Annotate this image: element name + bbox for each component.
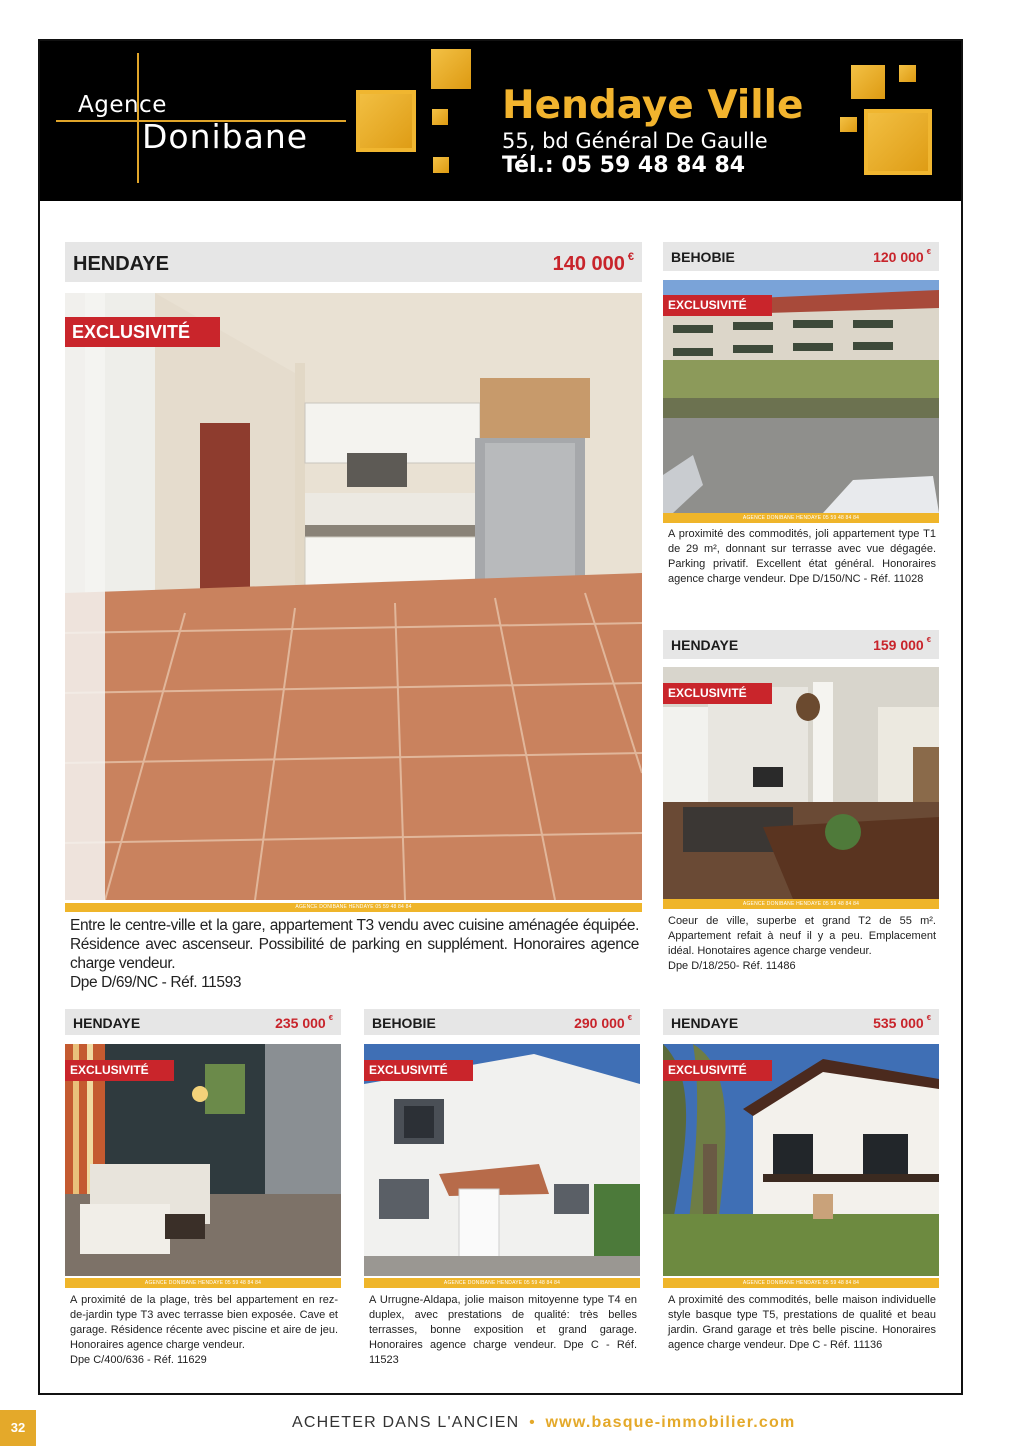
photo-credit: AGENCE DONIBANE HENDAYE 05 59 48 84 84 xyxy=(65,903,642,912)
photo-credit: AGENCE DONIBANE HENDAYE 05 59 48 84 84 xyxy=(364,1278,640,1288)
agency-city: Hendaye Ville xyxy=(502,83,804,128)
listing-card[interactable] xyxy=(663,242,939,597)
listing-city: HENDAYE xyxy=(73,1015,141,1031)
logo-agence-text: Agence xyxy=(78,92,167,118)
listing-city: BEHOBIE xyxy=(372,1015,436,1031)
logo-donibane-text: Donibane xyxy=(142,117,309,156)
decor-square xyxy=(851,65,885,99)
description-ref: Dpe D/18/250- Réf. 11486 xyxy=(668,960,796,972)
footer-website-link[interactable]: www.basque-immobilier.com xyxy=(545,1414,796,1431)
description-text: Coeur de ville, superbe et grand T2 de 55 m². Appartement refait à neuf il y a peu. Emplacement idéal. Honotaires agence charge vendeur. xyxy=(668,915,936,957)
listing-description xyxy=(70,916,639,992)
listing-card[interactable] xyxy=(65,1009,341,1374)
agency-address: 55, bd Général De Gaulle xyxy=(502,129,768,153)
photo-credit: AGENCE DONIBANE HENDAYE 05 59 48 84 84 xyxy=(663,1278,939,1288)
listing-card[interactable] xyxy=(65,242,642,998)
listing-header xyxy=(65,1009,341,1035)
listing-description: A Urrugne-Aldapa, jolie maison mitoyenne type T4 en duplex, avec prestations de qualité: très belles terrasses, bonne exposition et grand garage. Honoraires agence charge vendeur. Dpe C - Réf. 11523 xyxy=(369,1294,637,1366)
listing-description: A proximité des commodités, belle maison individuelle style basque type T5, prestations de qualité et beau jardin. Grand garage et très belle piscine. Honoraires agence charge vendeur. Dpe C - Réf. 11136 xyxy=(668,1294,936,1351)
footer-separator: • xyxy=(529,1414,536,1431)
decor-square xyxy=(840,117,857,132)
exclusivity-badge: EXCLUSIVITÉ xyxy=(65,1060,174,1081)
decor-square xyxy=(899,65,916,82)
listing-header xyxy=(663,1009,939,1035)
listing-price: 140 000 € xyxy=(552,251,634,275)
listing-city: HENDAYE xyxy=(671,1015,739,1031)
listing-header xyxy=(663,630,939,659)
listing-city: HENDAYE xyxy=(73,253,169,275)
footer-section: ACHETER DANS L'ANCIEN xyxy=(292,1414,520,1431)
exclusivity-badge: EXCLUSIVITÉ xyxy=(364,1060,473,1081)
photo-credit: AGENCE DONIBANE HENDAYE 05 59 48 84 84 xyxy=(663,513,939,523)
listing-header xyxy=(65,242,642,282)
listing-header xyxy=(663,242,939,271)
listing-city: HENDAYE xyxy=(671,637,739,653)
listing-price: 535 000 € xyxy=(873,1013,931,1031)
decor-square xyxy=(431,49,471,89)
listing-description xyxy=(70,1293,338,1368)
logo-line-vertical xyxy=(137,53,139,183)
listing-header xyxy=(364,1009,640,1035)
photo-credit: AGENCE DONIBANE HENDAYE 05 59 48 84 84 xyxy=(663,899,939,909)
agency-phone: Tél.: 05 59 48 84 84 xyxy=(502,153,746,178)
listing-price: 159 000 € xyxy=(873,635,931,653)
listing-description xyxy=(668,914,936,974)
listing-price: 120 000 € xyxy=(873,247,931,265)
description-text: Entre le centre-ville et la gare, appartement T3 vendu avec cuisine aménagée équipée. Résidence avec ascenseur. Possibilité de parking en supplément. Honoraires agence charge vendeur. xyxy=(70,917,639,972)
listing-price: 235 000 € xyxy=(275,1013,333,1031)
listing-price: 290 000 € xyxy=(574,1013,632,1031)
listing-card[interactable] xyxy=(364,1009,640,1366)
exclusivity-badge: EXCLUSIVITÉ xyxy=(65,317,220,347)
footer-text xyxy=(292,1414,795,1432)
page-number: 32 xyxy=(0,1410,36,1446)
exclusivity-badge: EXCLUSIVITÉ xyxy=(663,683,772,704)
exclusivity-badge: EXCLUSIVITÉ xyxy=(663,1060,772,1081)
listing-card[interactable] xyxy=(663,1009,939,1359)
listing-card[interactable] xyxy=(663,630,939,980)
decor-square xyxy=(356,90,416,152)
decor-square xyxy=(433,157,449,173)
decor-square xyxy=(864,109,932,175)
exclusivity-badge: EXCLUSIVITÉ xyxy=(663,295,772,316)
listing-city: BEHOBIE xyxy=(671,249,735,265)
listing-description: A proximité des commodités, joli appartement type T1 de 29 m², donnant sur terrasse avec vue dégagée. Parking privatif. Excellent état général. Honoraires agence charge vendeur. Dpe D/150/NC - Réf. 11028 xyxy=(668,528,936,585)
description-text: A proximité de la plage, très bel appartement en rez-de-jardin type T3 avec terrasse bien exposée. Cave et garage. Résidence récente avec piscine et aire de jeu. Honoraires agence charge vendeur. xyxy=(70,1294,338,1351)
decor-square xyxy=(432,109,448,125)
description-ref: Dpe C/400/636 - Réf. 11629 xyxy=(70,1354,207,1366)
description-ref: Dpe D/69/NC - Réf. 11593 xyxy=(70,974,242,991)
listing-photo-kitchen[interactable] xyxy=(65,293,642,900)
photo-credit: AGENCE DONIBANE HENDAYE 05 59 48 84 84 xyxy=(65,1278,341,1288)
